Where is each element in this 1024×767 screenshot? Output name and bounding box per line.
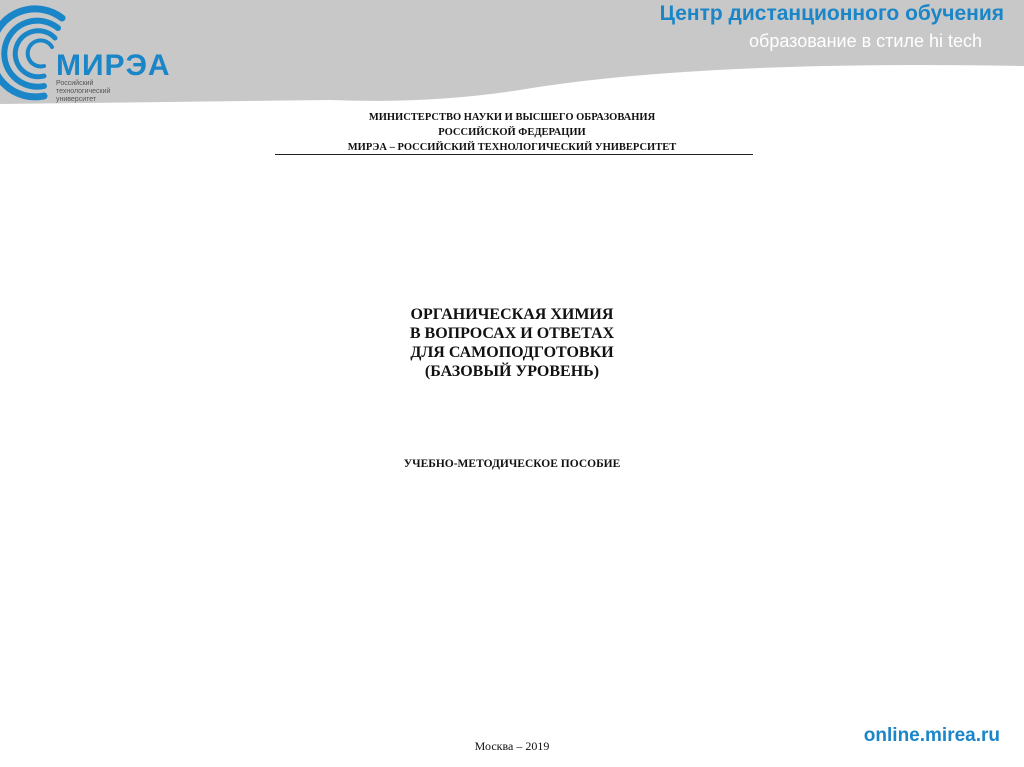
title-line: ДЛЯ САМОПОДГОТОВКИ	[410, 344, 614, 361]
website-link[interactable]: online.mirea.ru	[863, 725, 1000, 746]
logo-caption-line: технологический	[56, 88, 111, 95]
logo-wordmark: МИРЭА	[56, 49, 171, 82]
ministry-line: МИНИСТЕРСТВО НАУКИ И ВЫСШЕГО ОБРАЗОВАНИЯ	[368, 112, 656, 123]
ministry-header	[270, 110, 754, 155]
title-line: (БАЗОВЫЙ УРОВЕНЬ)	[424, 363, 600, 380]
logo-caption-line: университет	[56, 96, 97, 103]
document-type: УЧЕБНО-МЕТОДИЧЕСКОЕ ПОСОБИЕ	[403, 458, 621, 470]
center-subtitle: образование в стиле hi tech	[749, 31, 982, 51]
title-line: В ВОПРОСАХ И ОТВЕТАХ	[409, 325, 615, 342]
header-divider	[275, 154, 753, 155]
ministry-line: РОССИЙСКОЙ ФЕДЕРАЦИИ	[438, 127, 586, 138]
ministry-line: МИРЭА – РОССИЙСКИЙ ТЕХНОЛОГИЧЕСКИЙ УНИВЕРСИТЕТ	[347, 142, 677, 153]
logo-caption-line: Российский	[56, 80, 94, 87]
city-year: Москва – 2019	[474, 739, 550, 753]
title-line: ОРГАНИЧЕСКАЯ ХИМИЯ	[410, 306, 614, 323]
document-title	[312, 305, 712, 381]
center-title: Центр дистанционного обучения	[659, 2, 1004, 25]
